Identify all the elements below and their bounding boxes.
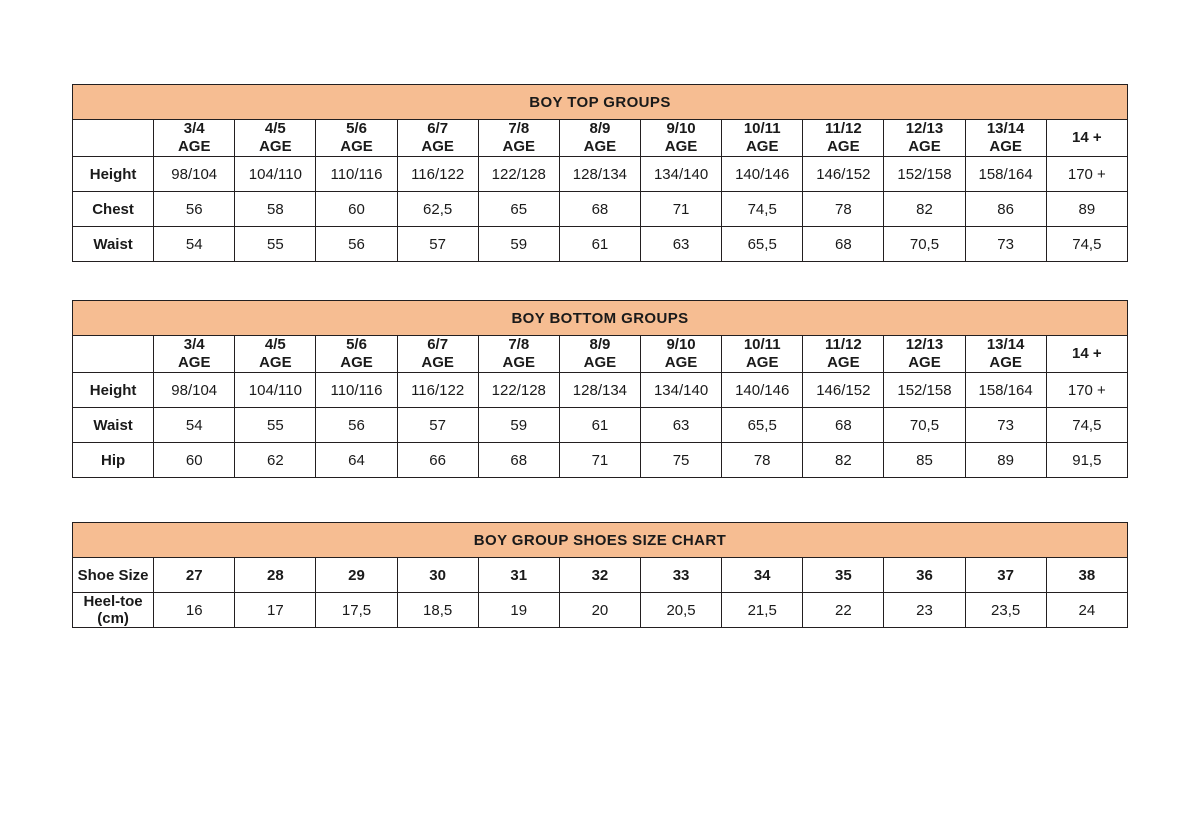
table-cell: 17,5 <box>316 593 397 628</box>
table-cell: 68 <box>478 443 559 478</box>
table-title-row <box>73 85 1128 120</box>
row-label: Height <box>73 373 154 408</box>
table-cell: 74,5 <box>1046 227 1127 262</box>
table-cell: 20 <box>559 593 640 628</box>
table-cell: 146/152 <box>803 373 884 408</box>
table-cell: 134/140 <box>640 373 721 408</box>
table-cell: 27 <box>154 558 235 593</box>
table-cell: 20,5 <box>640 593 721 628</box>
column-header <box>803 336 884 373</box>
column-age: AGE <box>340 354 373 371</box>
table-cell: 64 <box>316 443 397 478</box>
table-cell: 73 <box>965 227 1046 262</box>
column-size: 13/14 <box>986 120 1025 137</box>
table-cell: 128/134 <box>559 373 640 408</box>
table-cell: 104/110 <box>235 157 316 192</box>
table-cell: 74,5 <box>722 192 803 227</box>
table-cell: 16 <box>154 593 235 628</box>
table-cell: 78 <box>722 443 803 478</box>
column-size: 12/13 <box>905 336 944 353</box>
column-size: 12/13 <box>905 120 944 137</box>
table-cell: 32 <box>559 558 640 593</box>
table-cell: 82 <box>884 192 965 227</box>
table-cell: 73 <box>965 408 1046 443</box>
column-age: AGE <box>421 354 454 371</box>
column-size: 8/9 <box>589 120 611 137</box>
table-cell: 65,5 <box>722 408 803 443</box>
table-cell: 98/104 <box>154 157 235 192</box>
table-cell: 134/140 <box>640 157 721 192</box>
column-age: AGE <box>827 354 860 371</box>
column-age: AGE <box>989 354 1022 371</box>
row-label: Shoe Size <box>73 558 154 593</box>
table-cell: 34 <box>722 558 803 593</box>
table-row <box>73 408 1128 443</box>
table-cell: 29 <box>316 558 397 593</box>
table-title: BOY GROUP SHOES SIZE CHART <box>73 523 1128 558</box>
table-cell: 74,5 <box>1046 408 1127 443</box>
row-label: Waist <box>73 408 154 443</box>
column-size: 14 + <box>1072 129 1102 146</box>
table-cell: 62,5 <box>397 192 478 227</box>
table-cell: 24 <box>1046 593 1127 628</box>
column-header <box>640 336 721 373</box>
table-cell: 33 <box>640 558 721 593</box>
column-header <box>235 336 316 373</box>
table-cell: 56 <box>316 227 397 262</box>
column-age: AGE <box>177 138 211 155</box>
column-header <box>884 120 965 157</box>
table-cell: 158/164 <box>965 157 1046 192</box>
row-label: Height <box>73 157 154 192</box>
table-cell: 89 <box>1046 192 1127 227</box>
table-cell: 18,5 <box>397 593 478 628</box>
column-age: AGE <box>583 138 617 155</box>
column-size: 14 + <box>1072 345 1102 362</box>
table-cell: 21,5 <box>722 593 803 628</box>
column-size: 9/10 <box>666 120 696 137</box>
column-size: 9/10 <box>666 336 696 353</box>
column-header <box>154 336 235 373</box>
column-header <box>154 120 235 157</box>
column-age: AGE <box>583 354 617 371</box>
table-cell: 58 <box>235 192 316 227</box>
column-header <box>884 336 965 373</box>
table-cell: 55 <box>235 227 316 262</box>
table-cell: 98/104 <box>154 373 235 408</box>
column-size: 10/11 <box>743 336 781 353</box>
table-cell: 85 <box>884 443 965 478</box>
column-age: AGE <box>908 138 941 155</box>
column-header <box>316 336 397 373</box>
table-title: BOY BOTTOM GROUPS <box>73 301 1128 336</box>
boy-top-groups-table <box>72 84 1128 262</box>
column-size: 3/4 <box>183 120 205 137</box>
table-cell: 66 <box>397 443 478 478</box>
table-cell: 22 <box>803 593 884 628</box>
table-header-row <box>73 336 1128 373</box>
table-spacer <box>72 262 1128 300</box>
table-cell: 59 <box>478 227 559 262</box>
table-cell: 28 <box>235 558 316 593</box>
column-size: 8/9 <box>589 336 611 353</box>
boy-group-shoes-size-chart-table <box>72 522 1128 628</box>
column-header <box>722 120 803 157</box>
table-row <box>73 558 1128 593</box>
header-corner-blank <box>73 336 154 373</box>
table-cell: 17 <box>235 593 316 628</box>
table-cell: 140/146 <box>722 157 803 192</box>
table-title-row <box>73 301 1128 336</box>
table-row <box>73 593 1128 628</box>
table-cell: 116/122 <box>397 157 478 192</box>
column-size: 6/7 <box>427 336 449 353</box>
table-cell: 30 <box>397 558 478 593</box>
table-cell: 38 <box>1046 558 1127 593</box>
table-cell: 57 <box>397 227 478 262</box>
table-cell: 65,5 <box>722 227 803 262</box>
column-header <box>1046 120 1127 157</box>
table-cell: 75 <box>640 443 721 478</box>
table-cell: 146/152 <box>803 157 884 192</box>
size-chart-page <box>72 84 1128 628</box>
table-cell: 158/164 <box>965 373 1046 408</box>
column-size: 13/14 <box>986 336 1025 353</box>
column-size: 7/8 <box>508 120 530 137</box>
column-header <box>316 120 397 157</box>
table-cell: 63 <box>640 408 721 443</box>
table-cell: 104/110 <box>235 373 316 408</box>
table-cell: 78 <box>803 192 884 227</box>
column-age: AGE <box>827 138 860 155</box>
column-header <box>1046 336 1127 373</box>
table-cell: 128/134 <box>559 157 640 192</box>
column-age: AGE <box>745 354 779 371</box>
table-cell: 70,5 <box>884 408 965 443</box>
row-label: Heel-toe (cm) <box>73 593 154 628</box>
column-age: AGE <box>421 138 454 155</box>
column-header <box>559 336 640 373</box>
row-label: Waist <box>73 227 154 262</box>
table-cell: 57 <box>397 408 478 443</box>
table-cell: 68 <box>803 408 884 443</box>
boy-bottom-groups-table <box>72 300 1128 478</box>
column-age: AGE <box>989 138 1022 155</box>
table-cell: 54 <box>154 408 235 443</box>
header-corner-blank <box>73 120 154 157</box>
column-age: AGE <box>502 354 536 371</box>
table-title: BOY TOP GROUPS <box>73 85 1128 120</box>
table-cell: 65 <box>478 192 559 227</box>
table-cell: 63 <box>640 227 721 262</box>
table-row <box>73 373 1128 408</box>
table-cell: 59 <box>478 408 559 443</box>
table-cell: 86 <box>965 192 1046 227</box>
column-header <box>803 120 884 157</box>
column-header <box>965 120 1046 157</box>
table-cell: 91,5 <box>1046 443 1127 478</box>
table-cell: 68 <box>803 227 884 262</box>
table-cell: 82 <box>803 443 884 478</box>
table-cell: 140/146 <box>722 373 803 408</box>
column-header <box>397 336 478 373</box>
column-size: 5/6 <box>346 120 367 137</box>
table-cell: 71 <box>559 443 640 478</box>
column-size: 4/5 <box>264 120 286 137</box>
column-header <box>640 120 721 157</box>
table-row <box>73 192 1128 227</box>
table-cell: 60 <box>154 443 235 478</box>
table-cell: 110/116 <box>316 373 397 408</box>
table-cell: 122/128 <box>478 157 559 192</box>
table-row <box>73 157 1128 192</box>
table-cell: 31 <box>478 558 559 593</box>
table-cell: 116/122 <box>397 373 478 408</box>
table-cell: 152/158 <box>884 373 965 408</box>
column-size: 7/8 <box>508 336 530 353</box>
row-label: Chest <box>73 192 154 227</box>
table-cell: 70,5 <box>884 227 965 262</box>
column-header <box>559 120 640 157</box>
table-cell: 54 <box>154 227 235 262</box>
column-header <box>235 120 316 157</box>
column-age: AGE <box>259 354 292 371</box>
table-cell: 110/116 <box>316 157 397 192</box>
table-cell: 170 + <box>1046 157 1127 192</box>
column-header <box>965 336 1046 373</box>
table-row <box>73 443 1128 478</box>
table-cell: 56 <box>154 192 235 227</box>
column-header <box>722 336 803 373</box>
column-size: 4/5 <box>264 336 286 353</box>
table-row <box>73 227 1128 262</box>
table-cell: 37 <box>965 558 1046 593</box>
table-cell: 35 <box>803 558 884 593</box>
table-cell: 122/128 <box>478 373 559 408</box>
table-cell: 89 <box>965 443 1046 478</box>
table-cell: 170 + <box>1046 373 1127 408</box>
column-age: AGE <box>664 354 698 371</box>
column-size: 11/12 <box>824 336 862 353</box>
table-cell: 19 <box>478 593 559 628</box>
column-header <box>478 120 559 157</box>
column-size: 11/12 <box>824 120 862 137</box>
column-age: AGE <box>177 354 211 371</box>
column-header <box>397 120 478 157</box>
table-cell: 61 <box>559 408 640 443</box>
table-cell: 152/158 <box>884 157 965 192</box>
table-cell: 60 <box>316 192 397 227</box>
table-title-row <box>73 523 1128 558</box>
column-age: AGE <box>664 138 698 155</box>
table-cell: 56 <box>316 408 397 443</box>
row-label: Hip <box>73 443 154 478</box>
table-cell: 62 <box>235 443 316 478</box>
column-age: AGE <box>745 138 779 155</box>
column-header <box>478 336 559 373</box>
table-cell: 23,5 <box>965 593 1046 628</box>
table-cell: 61 <box>559 227 640 262</box>
column-age: AGE <box>502 138 536 155</box>
table-cell: 55 <box>235 408 316 443</box>
column-age: AGE <box>259 138 292 155</box>
table-cell: 71 <box>640 192 721 227</box>
column-size: 6/7 <box>427 120 449 137</box>
column-size: 10/11 <box>743 120 781 137</box>
table-cell: 23 <box>884 593 965 628</box>
column-size: 3/4 <box>183 336 205 353</box>
column-size: 5/6 <box>346 336 367 353</box>
table-cell: 68 <box>559 192 640 227</box>
column-age: AGE <box>340 138 373 155</box>
table-header-row <box>73 120 1128 157</box>
column-age: AGE <box>908 354 941 371</box>
table-spacer <box>72 478 1128 522</box>
table-cell: 36 <box>884 558 965 593</box>
